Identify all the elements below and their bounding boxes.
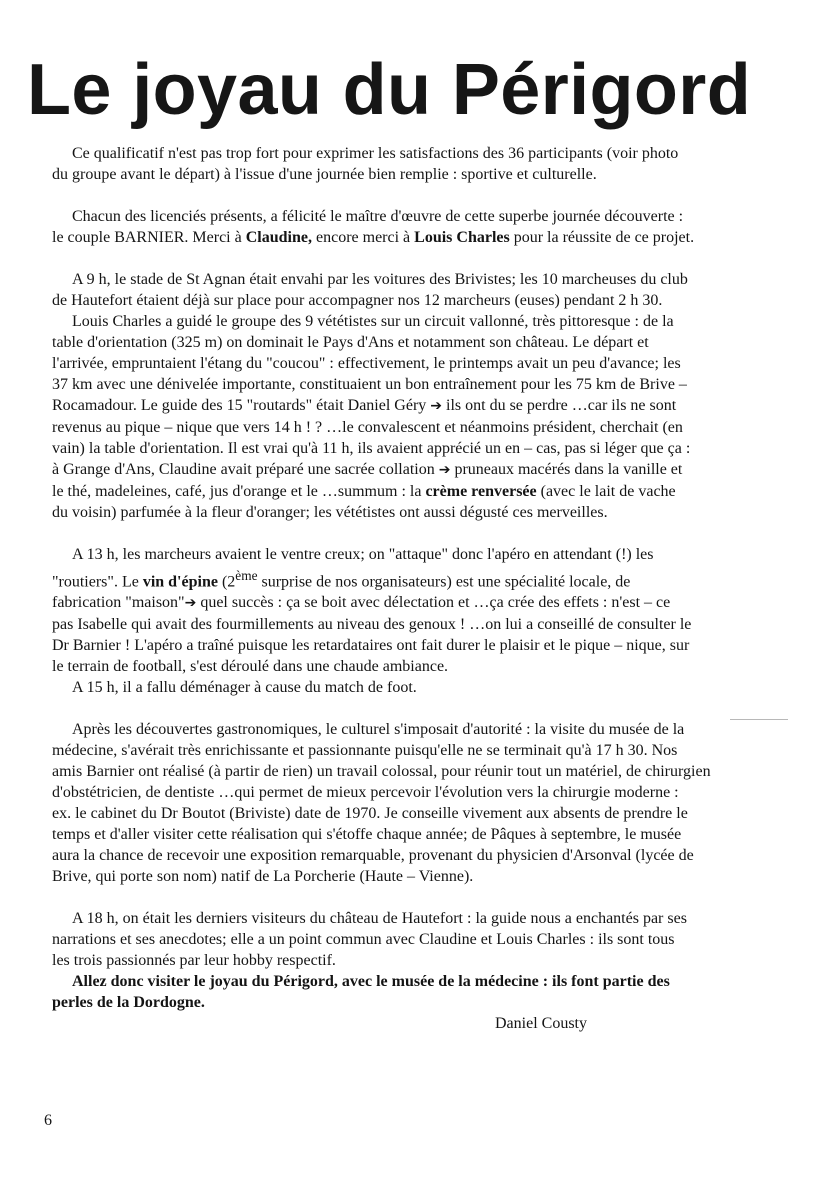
author-signature: Daniel Cousty [495, 1015, 587, 1033]
text-segment: surprise de nos organisateurs) est une spécialité locale, de [257, 573, 631, 591]
text-line: Après les découvertes gastronomiques, le culturel s'imposait d'autorité : la visite du musée de la [72, 721, 685, 739]
arrow-right-icon: ➔ [184, 595, 197, 612]
text-segment: quel succès : ça se boit avec délectation et …ça crée des effets : n'est – ce [196, 594, 671, 612]
text-line: A 15 h, il a fallu déménager à cause du match de foot. [72, 679, 417, 697]
paragraph-intro [52, 143, 777, 185]
text-line: A 18 h, on était les derniers visiteurs du château de Hautefort : la guide nous a enchantés par ses [72, 910, 687, 928]
text-line: amis Barnier ont réalisé (à partir de rien) un travail colossal, pour réunir tout un matériel, de chirurgien [52, 763, 711, 781]
text-line: d'obstétricien, de dentiste …qui permet de mieux percevoir l'évolution vers la chirurgie moderne : [52, 784, 679, 802]
page-title: Le joyau du Périgord [27, 50, 752, 130]
page-number: 6 [44, 1112, 52, 1129]
article-body [52, 143, 777, 1034]
text-line: les trois passionnés par leur hobby respectif. [52, 952, 336, 970]
bold-vin-d-epine: vin d'épine [142, 573, 218, 591]
text-line: pas Isabelle qui avait des fourmillements au niveau des genoux ! …on lui a conseillé de consulter le [52, 616, 692, 634]
text-line: médecine, s'avérait très enrichissante et passionnante puisqu'elle ne se terminait qu'à 17 h 30. Nos [52, 742, 678, 760]
text-segment: (avec le lait de vache [536, 483, 676, 500]
text-line: Chacun des licenciés présents, a félicité le maître d'œuvre de cette superbe journée découverte : [72, 208, 684, 225]
text-line: le terrain de football, s'est déroulé dans une chaude ambiance. [52, 658, 449, 676]
text-segment: ils ont du se perdre …car ils ne sont [442, 397, 677, 414]
text-line: Dr Barnier ! L'apéro a traîné puisque les retardataires ont fait durer le plaisir et le pique – nique, sur [52, 637, 690, 655]
text-line: de Hautefort étaient déjà sur place pour accompagner nos 12 marcheurs (euses) pendant 2 h 30. [52, 292, 663, 309]
text-segment: encore merci à [311, 229, 415, 246]
text-line: A 13 h, les marcheurs avaient le ventre creux; on "attaque" donc l'apéro en attendant (!) les [72, 546, 654, 563]
text-segment: "routiers". Le [52, 573, 143, 591]
bold-conclusion-line: Allez donc visiter le joyau du Périgord, avec le musée de la médecine : ils font partie des [72, 973, 670, 991]
text-segment: pour la réussite de ce projet. [509, 229, 695, 246]
text-line: vain) la table d'orientation. Il est vrai qu'à 11 h, ils avaient apprécié un en – cas, pas si léger que ça : [52, 440, 691, 457]
text-segment: à Grange d'Ans, Claudine avait préparé une sacrée collation [52, 461, 439, 478]
text-line: ex. le cabinet du Dr Boutot (Briviste) date de 1970. Je conseille vivement aux absents de prendre le [52, 805, 688, 823]
text-segment: fabrication "maison" [52, 594, 185, 612]
bold-name-claudine: Claudine, [245, 229, 312, 246]
text-line: revenus au pique – nique que vers 14 h ! ? …le convalescent et néanmoins président, cherchait (en [52, 419, 683, 436]
bold-name-louis-charles: Louis Charles [414, 229, 510, 246]
arrow-right-icon: ➔ [438, 462, 451, 478]
text-line: table d'orientation (325 m) on dominait le Pays d'Ans et notamment son château. Le départ et [52, 334, 649, 351]
text-line: Louis Charles a guidé le groupe des 9 vététistes sur un circuit vallonné, très pittoresque : de la [72, 313, 674, 330]
paragraph-thanks [52, 206, 777, 248]
paragraph-chateau [52, 908, 777, 1013]
text-segment: (2 [217, 573, 236, 591]
bold-creme-renversee: crème renversée [425, 483, 537, 500]
text-segment: le thé, madeleines, café, jus d'orange et le …summum : la [52, 483, 426, 500]
text-segment: le couple BARNIER. Merci à [52, 229, 246, 246]
arrow-right-icon: ➔ [430, 398, 443, 414]
text-line: Brive, qui porte son nom) natif de La Porcherie (Haute – Vienne). [52, 868, 474, 886]
text-line: A 9 h, le stade de St Agnan était envahi par les voitures des Brivistes; les 10 marcheuses du club [72, 271, 688, 288]
text-line: du groupe avant le départ) à l'issue d'une journée bien remplie : sportive et culturelle. [52, 166, 597, 183]
scan-margin-mark [730, 719, 788, 720]
text-line: aura la chance de recevoir une exposition remarquable, provenant du physicien d'Arsonval (lycée de [52, 847, 694, 865]
bold-conclusion-line: perles de la Dordogne. [52, 994, 205, 1012]
paragraph-museum [52, 719, 777, 887]
text-segment: pruneaux macérés dans la vanille et [450, 461, 683, 478]
text-line: 37 km avec une dénivelée importante, constituaient un bon entraînement pour les 75 km de Brive – [52, 376, 687, 393]
superscript: ème [235, 568, 258, 583]
text-line: du voisin) parfumée à la fleur d'oranger; les vététistes ont aussi dégusté ces merveilles. [52, 504, 608, 521]
text-line: narrations et ses anecdotes; elle a un point commun avec Claudine et Louis Charles : ils sont tous [52, 931, 675, 949]
text-segment: Rocamadour. Le guide des 15 "routards" était Daniel Géry [52, 397, 431, 414]
paragraph-morning [52, 269, 777, 523]
text-line: temps et d'aller visiter cette réalisation qui s'étoffe chaque année; de Pâques à septembre, le musée [52, 826, 682, 844]
text-line: Ce qualificatif n'est pas trop fort pour exprimer les satisfactions des 36 participants (voir photo [72, 145, 679, 162]
paragraph-aperitif [52, 544, 777, 698]
text-line: l'arrivée, empruntaient l'étang du "coucou" : effectivement, le printemps avait un peu d'avance; les [52, 355, 681, 372]
